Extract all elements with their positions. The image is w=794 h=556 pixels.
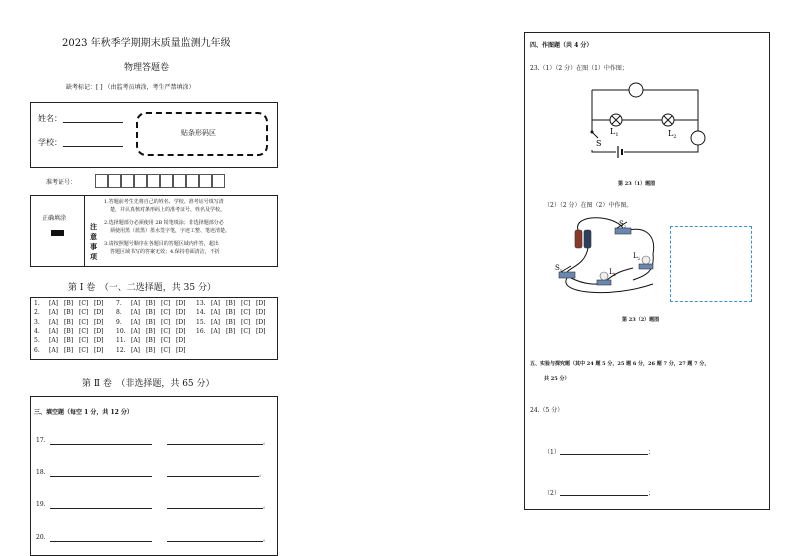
question-number: 12. (116, 346, 126, 354)
section4-title: 四、作图题（共 4 分） (530, 42, 593, 49)
option-bubble: [D] (176, 300, 186, 307)
option-bubble: [B] (146, 327, 156, 335)
L1-label: $L_1$ (610, 127, 619, 138)
option-bubble: [B] (226, 309, 236, 317)
question-number: 5. (34, 337, 40, 345)
option-bubble: [D] (256, 300, 266, 307)
option-bubble: [D] (256, 327, 266, 335)
L1-label-2: $L_1$ (609, 268, 617, 277)
question-number: 4. (34, 327, 40, 335)
option-bubble: [B] (64, 337, 74, 345)
choice-row[interactable] (34, 328, 109, 335)
section5-title-cont: 共 25 分） (544, 376, 570, 382)
S2-label: $S_2$ (619, 220, 627, 229)
option-bubble: [D] (94, 318, 104, 326)
option-bubble: [A] (211, 300, 221, 307)
option-bubble: [A] (131, 309, 141, 317)
exam-no-label: 准考证号： (46, 179, 77, 186)
option-bubble: [D] (176, 337, 186, 345)
choice-row[interactable] (116, 309, 191, 316)
choice-row[interactable] (34, 347, 109, 354)
choice-row[interactable] (116, 328, 191, 335)
name-label: 姓名： (38, 114, 62, 123)
choice-row[interactable] (34, 319, 109, 326)
option-bubble: [A] (131, 346, 141, 354)
option-bubble: [B] (64, 318, 74, 326)
option-bubble: [A] (49, 327, 59, 335)
option-bubble: [B] (226, 300, 236, 307)
option-bubble: [B] (64, 346, 74, 354)
question-number: 8. (116, 309, 122, 317)
option-bubble: [D] (256, 318, 266, 326)
option-bubble: [A] (49, 318, 59, 326)
choice-row[interactable] (116, 337, 191, 344)
S1-label: $S_1$ (555, 264, 563, 273)
question-number: 7. (116, 300, 122, 307)
barcode-label: 贴条形码区 (181, 129, 216, 137)
school-label: 学校： (38, 138, 62, 147)
option-bubble: [B] (146, 318, 156, 326)
option-bubble: [B] (226, 318, 236, 326)
option-bubble: [C] (161, 309, 171, 317)
option-bubble: [C] (79, 300, 89, 307)
option-bubble: [C] (161, 300, 171, 307)
section5-title: 五、实验与探究题（其中 24 题 5 分，25 题 6 分，26 题 7 分，27 题 7 分， (530, 361, 710, 367)
question-number: 13. (196, 300, 206, 307)
choice-row[interactable] (34, 300, 109, 307)
fill-example-label: 正确填涂 (42, 215, 67, 222)
q24-label: 24.（5 分） (530, 407, 564, 414)
L2-label-2: $L_2$ (633, 252, 641, 261)
choice-row[interactable] (116, 319, 191, 326)
option-bubble: [B] (146, 346, 156, 354)
option-bubble: [A] (211, 327, 221, 335)
option-bubble: [D] (94, 300, 104, 307)
choice-row[interactable] (34, 309, 109, 316)
question-number: 14. (196, 309, 206, 317)
notes-title: 注 意 事 项 (90, 222, 97, 261)
option-bubble: [B] (146, 337, 156, 345)
option-bubble: [D] (94, 337, 104, 345)
option-bubble: [B] (226, 327, 236, 335)
option-bubble: [C] (161, 346, 171, 354)
choice-row[interactable] (196, 309, 271, 316)
option-bubble: [C] (241, 300, 251, 307)
absent-mark-text: 缺考标记：[ ] （由监考员填涂，考生严禁填涂） (66, 84, 195, 91)
option-bubble: [C] (241, 327, 251, 335)
name-field[interactable] (63, 113, 123, 123)
option-bubble: [A] (49, 337, 59, 345)
option-bubble: [A] (131, 327, 141, 335)
choice-row[interactable] (116, 347, 191, 354)
option-bubble: [D] (94, 327, 104, 335)
option-bubble: [B] (64, 327, 74, 335)
circuit-diagram-2 (553, 214, 663, 298)
filled-mark-icon (51, 230, 64, 236)
option-bubble: [A] (49, 309, 59, 317)
option-bubble: [C] (241, 318, 251, 326)
option-bubble: [D] (176, 318, 186, 326)
option-bubble: [D] (176, 309, 186, 317)
fig1-caption: 第 23（1）题图 (618, 181, 656, 187)
option-bubble: [D] (256, 309, 266, 317)
option-bubble: [A] (211, 318, 221, 326)
option-bubble: [C] (79, 309, 89, 317)
option-bubble: [B] (146, 300, 156, 307)
question-number: 9. (116, 318, 122, 326)
question-number: 11. (116, 337, 126, 345)
drawing-area[interactable] (670, 226, 752, 302)
notes-text: 1.答题前考生先将自己的姓名、学校、准考证号填写清 楚，并认真核对条形码上的准考证号、姓名及学校。 2.选择题部分必须使用 2B 铅笔填涂；非选择题部分必 须使用黑（蓝黑）墨水签字笔，字迹工整、笔迹清楚。 3.请按照题号顺序在各题目的答题区域内作答，超出 答题区域书写的答案无效；4.保持卷面清洁，不折 (104, 199, 231, 255)
question-number: 3. (34, 318, 40, 326)
choice-row[interactable] (34, 337, 109, 344)
option-bubble: [C] (79, 337, 89, 345)
question-number: 1. (34, 300, 40, 307)
L2-label: $L_2$ (668, 129, 677, 140)
option-bubble: [D] (176, 346, 186, 354)
question-number: 2. (34, 309, 40, 317)
part2-heading: 第 Ⅱ 卷 （非选择题，共 65 分） (82, 379, 215, 389)
option-bubble: [A] (49, 300, 59, 307)
option-bubble: [C] (161, 327, 171, 335)
option-bubble: [C] (161, 318, 171, 326)
choice-row[interactable] (196, 319, 271, 326)
choice-row[interactable] (196, 328, 271, 335)
q23-part1: 23.（1）（2 分）在图（1）中作图； (530, 65, 628, 72)
option-bubble: [A] (131, 300, 141, 307)
option-bubble: [A] (131, 337, 141, 345)
option-bubble: [C] (241, 309, 251, 317)
option-bubble: [C] (79, 346, 89, 354)
option-bubble: [A] (131, 318, 141, 326)
option-bubble: [C] (161, 337, 171, 345)
option-bubble: [D] (94, 309, 104, 317)
option-bubble: [D] (94, 346, 104, 354)
question-number: 10. (116, 327, 126, 335)
q23-part2: （2）（2 分）在图（2）中作图。 (544, 202, 633, 209)
option-bubble: [A] (49, 346, 59, 354)
option-bubble: [B] (146, 309, 156, 317)
part1-heading: 第 Ⅰ 卷 （一、二选择题，共 35 分） (68, 283, 216, 293)
school-field[interactable] (63, 137, 123, 147)
option-bubble: [B] (64, 309, 74, 317)
circuit-diagram-1 (580, 80, 710, 160)
question-number: 16. (196, 327, 206, 335)
choice-row[interactable] (116, 300, 191, 307)
paper-subtitle: 物理答题卷 (124, 63, 170, 73)
option-bubble: [C] (79, 318, 89, 326)
choice-row[interactable] (196, 300, 271, 307)
section3-title: 三、填空题（每空 1 分，共 12 分） (34, 409, 133, 416)
question-number: 15. (196, 318, 206, 326)
option-bubble: [A] (211, 309, 221, 317)
S-label: S (596, 139, 602, 148)
option-bubble: [D] (176, 327, 186, 335)
option-bubble: [B] (64, 300, 74, 307)
exam-title: 2023 年秋季学期期末质量监测九年级 (62, 38, 231, 49)
question-number: 6. (34, 346, 40, 354)
fig2-caption: 第 23（2）题图 (622, 317, 660, 323)
option-bubble: [C] (79, 327, 89, 335)
